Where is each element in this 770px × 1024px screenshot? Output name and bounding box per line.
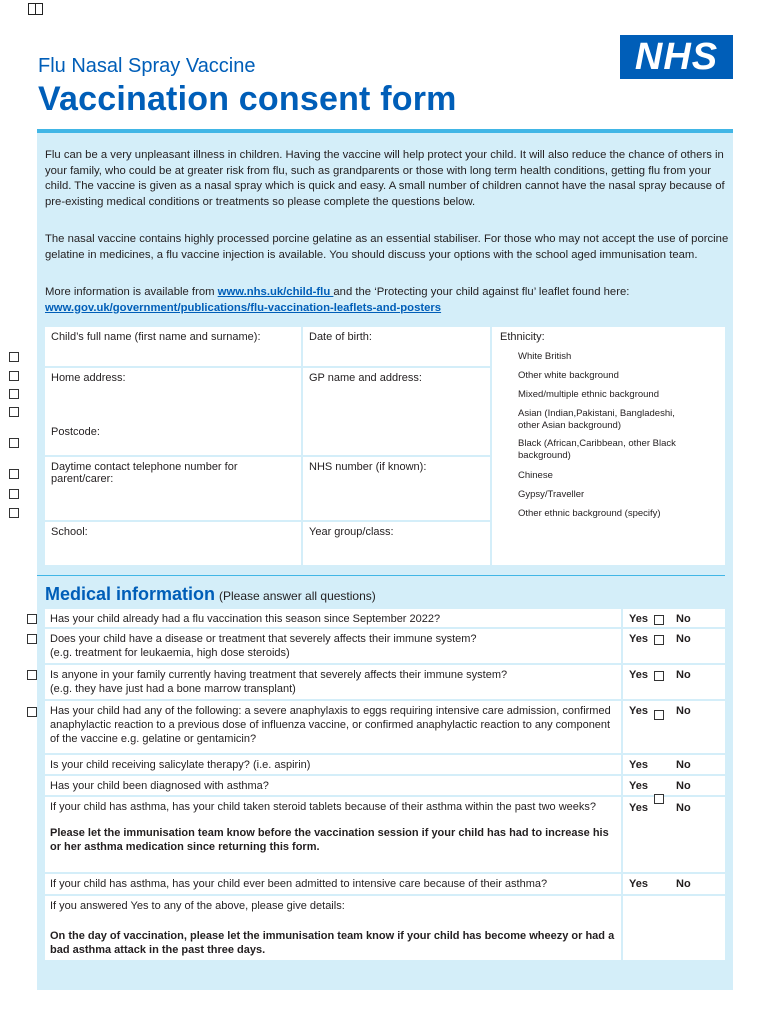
answer-cell[interactable] xyxy=(623,665,725,699)
question-row xyxy=(45,665,621,699)
child-name-label: Child’s full name (first name and surname): xyxy=(51,331,261,343)
yes-checkbox[interactable] xyxy=(654,710,664,720)
yes-checkbox[interactable] xyxy=(654,794,664,804)
ethnicity-option[interactable]: Other ethnic background (specify) xyxy=(518,508,661,519)
ethnicity-option[interactable]: Mixed/multiple ethnic background xyxy=(518,389,659,400)
margin-checkbox[interactable] xyxy=(9,508,19,518)
answer-cell[interactable] xyxy=(623,797,725,872)
more-info-prefix: More information is available from xyxy=(45,286,218,298)
yes-checkbox[interactable] xyxy=(654,615,664,625)
year-group-label: Year group/class: xyxy=(309,526,394,538)
question-text: If your child has asthma, has your child ever been admitted to intensive care because of their asthma? xyxy=(50,878,548,890)
yes-checkbox[interactable] xyxy=(654,671,664,681)
no-option[interactable]: No xyxy=(676,633,691,645)
ethnicity-option[interactable]: Gypsy/Traveller xyxy=(518,489,585,500)
postcode-label: Postcode: xyxy=(51,426,100,438)
yes-option[interactable]: Yes xyxy=(629,780,648,792)
more-info xyxy=(45,285,730,316)
dob-field[interactable] xyxy=(303,327,490,366)
answer-cell[interactable] xyxy=(623,609,725,627)
question-text: If your child has asthma, has your child taken steroid tablets because of their asthma within the past two weeks? xyxy=(50,801,597,813)
margin-checkbox[interactable] xyxy=(9,371,19,381)
yes-option[interactable]: Yes xyxy=(629,759,648,771)
ethnicity-option[interactable]: Chinese xyxy=(518,470,553,481)
question-row xyxy=(45,701,621,753)
question-row xyxy=(45,629,621,663)
no-option[interactable]: No xyxy=(676,878,691,890)
child-name-field[interactable] xyxy=(45,327,301,366)
page-title: Vaccination consent form xyxy=(38,80,457,118)
question-row xyxy=(45,874,621,894)
more-info-middle: and the ‘Protecting your child against flu’ leaflet found here: xyxy=(333,286,630,298)
margin-checkbox[interactable] xyxy=(27,670,37,680)
margin-checkbox[interactable] xyxy=(9,438,19,448)
year-group-field[interactable] xyxy=(303,522,490,565)
ethnicity-option[interactable]: Asian (Indian,Pakistani, Bangladeshi, other Asian background) xyxy=(518,408,675,431)
no-option[interactable]: No xyxy=(676,802,691,814)
medical-subheading: (Please answer all questions) xyxy=(219,589,376,603)
margin-checkbox[interactable] xyxy=(9,407,19,417)
question-text: Is anyone in your family currently having treatment that severely affects their immune system? xyxy=(50,669,508,681)
no-option[interactable]: No xyxy=(676,780,691,792)
margin-checkbox[interactable] xyxy=(9,352,19,362)
question-row xyxy=(45,755,621,774)
yes-option[interactable]: Yes xyxy=(629,705,648,717)
details-field[interactable] xyxy=(45,896,621,960)
school-label: School: xyxy=(51,526,88,538)
question-text: Has your child had any of the following: a severe anaphylaxis to eggs requiring intensive care admission, confirmed anaphylactic reaction to a previous dose of influenza vaccine, or confirmed anaphylactic reaction to any component of the vaccine e.g. gelatine or gentamicin? xyxy=(50,705,611,745)
question-row xyxy=(45,609,621,627)
question-row xyxy=(45,776,621,795)
no-option[interactable]: No xyxy=(676,613,691,625)
intro-paragraph-2: The nasal vaccine contains highly processed porcine gelatine as an essential stabiliser. For those who may not accept the use of porcine gelatine in medicines, a flu vaccine injection is available. You should discuss your options with the school aged immunisation team. xyxy=(45,233,729,261)
answer-cell[interactable] xyxy=(623,629,725,663)
question-text: Has your child already had a flu vaccination this season since September 2022? xyxy=(50,613,441,625)
ethnicity-option[interactable]: Black (African,Caribbean, other Black background) xyxy=(518,438,676,461)
answer-cell[interactable] xyxy=(623,874,725,894)
question-example: (e.g. they have just had a bone marrow transplant) xyxy=(50,683,296,695)
gov-leaflet-link[interactable]: www.gov.uk/government/publications/flu-vaccination-leaflets-and-posters xyxy=(45,301,442,314)
school-field[interactable] xyxy=(45,522,301,565)
yes-option[interactable]: Yes xyxy=(629,878,648,890)
details-answer-cell[interactable] xyxy=(623,896,725,960)
nhs-logo: NHS xyxy=(620,35,733,79)
yes-option[interactable]: Yes xyxy=(629,613,648,625)
yes-option[interactable]: Yes xyxy=(629,669,648,681)
nhs-number-field[interactable] xyxy=(303,457,490,520)
gp-label: GP name and address: xyxy=(309,372,422,384)
details-label: If you answered Yes to any of the above, please give details: xyxy=(50,900,345,912)
margin-checkbox[interactable] xyxy=(27,614,37,624)
answer-cell[interactable] xyxy=(623,701,725,753)
yes-option[interactable]: Yes xyxy=(629,633,648,645)
medical-heading-text: Medical information xyxy=(45,584,216,604)
nhs-child-flu-link[interactable]: www.nhs.uk/child-flu xyxy=(217,286,334,298)
answer-cell[interactable] xyxy=(623,755,725,774)
intro-paragraph-1: Flu can be a very unpleasant illness in children. Having the vaccine will help protect your child. It will also reduce the chance of others in your family, who could be at greater risk from flu, such as grandparents or those with long term health conditions, getting flu from your child. The vaccine is given as a nasal spray which is quick and easy. A small number of children cannot have the nasal spray because of pre-existing medical conditions or treatments so please complete the questions below. xyxy=(45,149,725,208)
medical-rule xyxy=(37,575,725,576)
day-of-vaccination-note: On the day of vaccination, please let the immunisation team know if your child has become wheezy or had a bad asthma attack in the past three days. xyxy=(50,930,615,956)
margin-checkbox[interactable] xyxy=(27,634,37,644)
dob-label: Date of birth: xyxy=(309,331,372,343)
form-subtitle: Flu Nasal Spray Vaccine xyxy=(38,55,256,77)
home-address-field[interactable] xyxy=(45,368,301,455)
question-row xyxy=(45,797,621,872)
nhs-number-label: NHS number (if known): xyxy=(309,461,427,473)
no-option[interactable]: No xyxy=(676,705,691,717)
margin-checkbox[interactable] xyxy=(9,489,19,499)
question-text: Is your child receiving salicylate therapy? (i.e. aspirin) xyxy=(50,759,311,771)
question-text: Has your child been diagnosed with asthma? xyxy=(50,780,269,792)
no-option[interactable]: No xyxy=(676,669,691,681)
yes-option[interactable]: Yes xyxy=(629,802,648,814)
phone-field[interactable] xyxy=(45,457,301,520)
margin-checkbox[interactable] xyxy=(9,389,19,399)
ethnicity-label: Ethnicity: xyxy=(500,331,545,343)
question-text: Does your child have a disease or treatment that severely affects their immune system? xyxy=(50,633,477,645)
home-address-label: Home address: xyxy=(51,372,126,384)
margin-checkbox[interactable] xyxy=(9,469,19,479)
asthma-medication-note: Please let the immunisation team know before the vaccination session if your child has had to increase his or her asthma medication since returning this form. xyxy=(50,827,609,853)
medical-heading xyxy=(45,584,376,605)
no-option[interactable]: No xyxy=(676,759,691,771)
gp-field[interactable] xyxy=(303,368,490,455)
yes-checkbox[interactable] xyxy=(654,635,664,645)
corner-glyph-icon xyxy=(28,3,43,14)
answer-cell[interactable] xyxy=(623,776,725,795)
phone-label: Daytime contact telephone number for parent/carer: xyxy=(51,461,238,485)
ethnicity-option[interactable]: Other white background xyxy=(518,370,619,381)
ethnicity-option[interactable]: White British xyxy=(518,351,572,362)
question-example: (e.g. treatment for leukaemia, high dose steroids) xyxy=(50,647,290,659)
margin-checkbox[interactable] xyxy=(27,707,37,717)
